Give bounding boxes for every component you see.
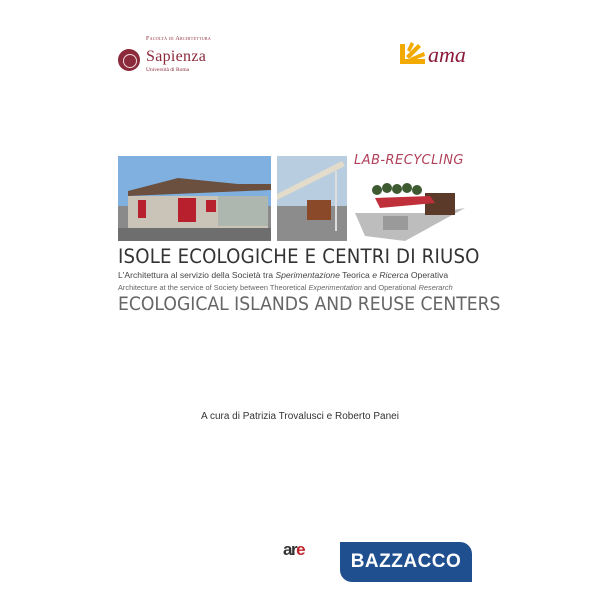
subtitle-it-d: e Ricerca <box>372 270 409 280</box>
subtitle-it-c: Teorica <box>339 270 373 280</box>
render-canopy <box>277 156 347 241</box>
render-axonometric <box>355 178 470 241</box>
photo-ecological-island <box>118 156 271 241</box>
ama-hand-icon <box>398 42 426 66</box>
subtitle-en-c: and Operational <box>361 283 419 292</box>
subtitle-it-a: L'Architettura al servizio della Società tra <box>118 270 276 280</box>
sapienza-seal-icon <box>118 49 140 71</box>
sapienza-logo-text: Sapienza <box>146 48 207 65</box>
subtitle-it-b: Sperimentazione <box>275 270 340 280</box>
publisher-logo-b: e <box>296 540 305 559</box>
subtitle-en-d: Reserarch <box>418 283 453 292</box>
publisher-logo <box>283 540 304 560</box>
subtitle-english <box>118 283 453 292</box>
editors: A cura di Patrizia Trovalusci e Roberto Panei <box>201 411 399 422</box>
university-subtitle: Università di Roma <box>146 67 190 73</box>
book-title: ISOLE ECOLOGICHE E CENTRI DI RIUSO <box>118 245 480 268</box>
faculty-label: Facoltà di Architettura <box>146 36 212 42</box>
book-title-english: ECOLOGICAL ISLANDS AND REUSE CENTERS <box>118 294 501 315</box>
bazzacco-badge: BAZZACCO <box>340 542 472 582</box>
subtitle-en-a: Architecture at the service of Society between Theoretical <box>118 283 309 292</box>
ama-logo-text: ama <box>428 42 466 67</box>
subtitle-en-b: Experimentation <box>308 283 362 292</box>
subtitle-italian <box>118 270 448 280</box>
publisher-logo-a: ar <box>283 540 297 559</box>
lab-recycling-label: LAB-RECYCLING <box>354 153 465 168</box>
subtitle-it-e: Operativa <box>408 270 449 280</box>
